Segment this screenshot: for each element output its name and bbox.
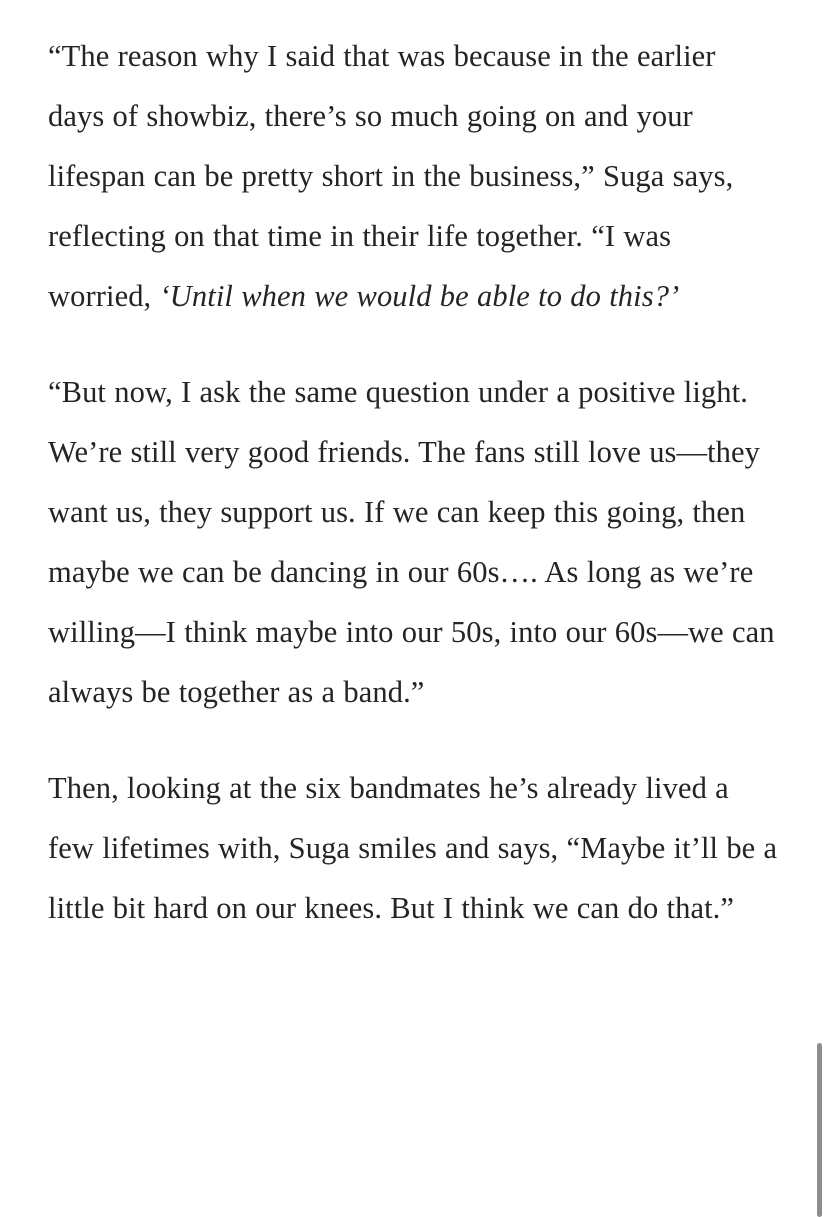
article-body [48,0,778,938]
article-paragraph-2 [48,362,778,722]
paragraph-1-text: “The reason why I said that was because in the earlier days of showbiz, there’s so much going on and your lifespan can be pretty short in the business,” Suga says, reflecting on that time in their life together. “I was worried, [48,39,734,313]
article-paragraph-1 [48,26,778,326]
scrollbar-thumb[interactable] [817,1043,822,1217]
paragraph-2-text: “But now, I ask the same question under a positive light. We’re still very good friends. The fans still love us—they want us, they support us. If we can keep this going, then maybe we can be dancing in our 60s…. As long as we’re willing—I think maybe into our 50s, into our 60s—we can always be together as a band.” [48,375,775,709]
paragraph-1-quote-italic: ‘Until when we would be able to do this?’ [159,279,680,313]
scrollbar-track[interactable] [816,0,822,1217]
article-paragraph-3 [48,758,778,938]
paragraph-3-text: Then, looking at the six bandmates he’s already lived a few lifetimes with, Suga smiles and says, “Maybe it’ll be a little bit hard on our knees. But I think we can do that.” [48,771,778,925]
